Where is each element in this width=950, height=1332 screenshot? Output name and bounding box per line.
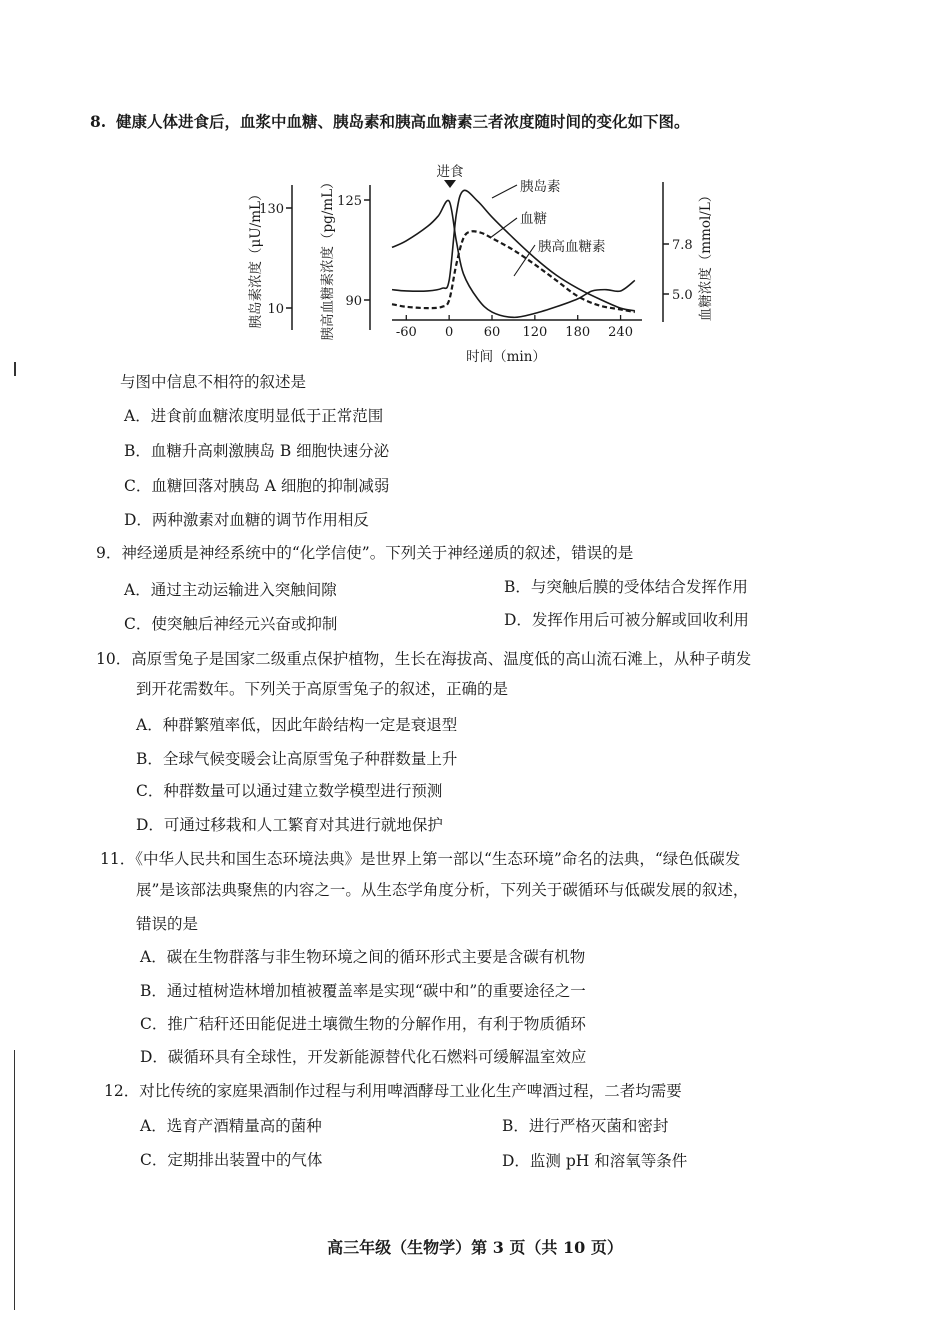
scan-edge-line bbox=[14, 1050, 15, 1310]
q8-option-a: A．进食前血糖浓度明显低于正常范围 bbox=[124, 407, 384, 425]
label-glucagon: 胰高血糖素 bbox=[538, 239, 606, 255]
q9-option-a: A．通过主动运输进入突触间隙 bbox=[124, 581, 337, 599]
insulin-tick-130: 130 bbox=[259, 202, 284, 217]
glucose-tick-7-8: 7.8 bbox=[672, 238, 693, 253]
insulin-axis-label: 胰岛素浓度（μU/mL） bbox=[248, 187, 264, 329]
q8-stem: 健康人体进食后，血浆中血糖、胰岛素和胰高血糖素三者浓度随时间的变化如下图。 bbox=[116, 112, 690, 131]
glucagon-tick-125: 125 bbox=[337, 194, 362, 209]
q9-stem: 9．神经递质是神经系统中的“化学信使”。下列关于神经递质的叙述，错误的是 bbox=[96, 544, 634, 562]
x-tick-label: 60 bbox=[483, 325, 501, 340]
q12-option-d: D．监测 pH 和溶氧等条件 bbox=[502, 1152, 688, 1170]
glucagon-axis bbox=[319, 175, 370, 340]
q11-option-c: C．推广秸秆还田能促进土壤微生物的分解作用，有利于物质循环 bbox=[140, 1015, 586, 1033]
q9-option-d: D．发挥作用后可被分解或回收利用 bbox=[504, 611, 749, 629]
q12-option-a: A．选育产酒精量高的菌种 bbox=[140, 1117, 322, 1135]
q8-question: 与图中信息不相符的叙述是 bbox=[120, 373, 307, 391]
insulin-tick-10: 10 bbox=[267, 302, 284, 317]
q9-option-c: C．使突触后神经元兴奋或抑制 bbox=[124, 615, 338, 633]
x-tick-label: 180 bbox=[565, 325, 591, 340]
q11-option-b: B．通过植树造林增加植被覆盖率是实现“碳中和”的重要途径之一 bbox=[140, 982, 586, 1000]
q10-option-d: D．可通过移栽和人工繁育对其进行就地保护 bbox=[136, 816, 443, 834]
q8-option-b: B．血糖升高刺激胰岛 B 细胞快速分泌 bbox=[124, 442, 390, 460]
q12-option-c: C．定期排出装置中的气体 bbox=[140, 1151, 323, 1169]
q11-stem-line1: 11．《中华人民共和国生态环境法典》是世界上第一部以“生态环境”命名的法典，“绿色低碳发 bbox=[100, 850, 741, 868]
meal-arrow-icon bbox=[444, 180, 456, 188]
label-glucose: 血糖 bbox=[520, 211, 547, 227]
q10-option-b: B．全球气候变暖会让高原雪兔子种群数量上升 bbox=[136, 750, 458, 768]
glucose-axis-label: 血糖浓度（mmol/L） bbox=[698, 188, 714, 322]
x-tick-label: -60 bbox=[395, 325, 417, 340]
glucagon-axis-label: 胰高血糖素浓度（pg/mL） bbox=[320, 175, 336, 341]
x-tick-label: 240 bbox=[608, 325, 633, 340]
label-insulin: 胰岛素 bbox=[520, 179, 561, 195]
glucose-tick-5-0: 5.0 bbox=[672, 288, 693, 303]
time-axis bbox=[392, 315, 642, 365]
q12-option-b: B．进行严格灭菌和密封 bbox=[502, 1117, 669, 1135]
x-tick-label: 0 bbox=[445, 325, 454, 340]
insulin-axis bbox=[247, 185, 292, 330]
page-footer: 高三年级（生物学）第 3 页（共 10 页） bbox=[327, 1238, 623, 1257]
q10-stem-line1: 10．高原雪兔子是国家二级重点保护植物，生长在海拔高、温度低的高山流石滩上，从种子萌发 bbox=[96, 650, 752, 668]
q10-option-c: C．种群数量可以通过建立数学模型进行预测 bbox=[136, 782, 443, 800]
time-axis-label: 时间（min） bbox=[466, 349, 546, 365]
q8-option-c: C．血糖回落对胰岛 A 细胞的抑制减弱 bbox=[124, 477, 390, 495]
glucagon-tick-90: 90 bbox=[345, 294, 362, 309]
q8-number: 8. bbox=[90, 112, 107, 131]
q11-stem-line2: 展”是该部法典聚焦的内容之一。从生态学角度分析，下列关于碳循环与低碳发展的叙述， bbox=[136, 881, 749, 899]
x-tick-label: 120 bbox=[522, 325, 548, 340]
q9-option-b: B．与突触后膜的受体结合发挥作用 bbox=[504, 578, 748, 596]
q10-stem-line2: 到开花需数年。下列关于高原雪兔子的叙述，正确的是 bbox=[136, 680, 509, 698]
q11-stem-line3: 错误的是 bbox=[136, 915, 199, 933]
q8-chart bbox=[230, 160, 750, 370]
glucose-axis bbox=[663, 182, 714, 322]
scan-edge-mark bbox=[14, 362, 16, 376]
q11-option-a: A．碳在生物群落与非生物环境之间的循环形式主要是含碳有机物 bbox=[140, 948, 586, 966]
q12-stem: 12．对比传统的家庭果酒制作过程与利用啤酒酵母工业化生产啤酒过程，二者均需要 bbox=[104, 1082, 682, 1100]
q8-option-d: D．两种激素对血糖的调节作用相反 bbox=[124, 511, 369, 529]
meal-annotation: 进食 bbox=[436, 164, 464, 180]
series-labels bbox=[490, 178, 606, 276]
q11-option-d: D．碳循环具有全球性，开发新能源替代化石燃料可缓解温室效应 bbox=[140, 1048, 587, 1066]
glucagon-line bbox=[392, 200, 635, 317]
q10-option-a: A．种群繁殖率低，因此年龄结构一定是衰退型 bbox=[136, 716, 458, 734]
